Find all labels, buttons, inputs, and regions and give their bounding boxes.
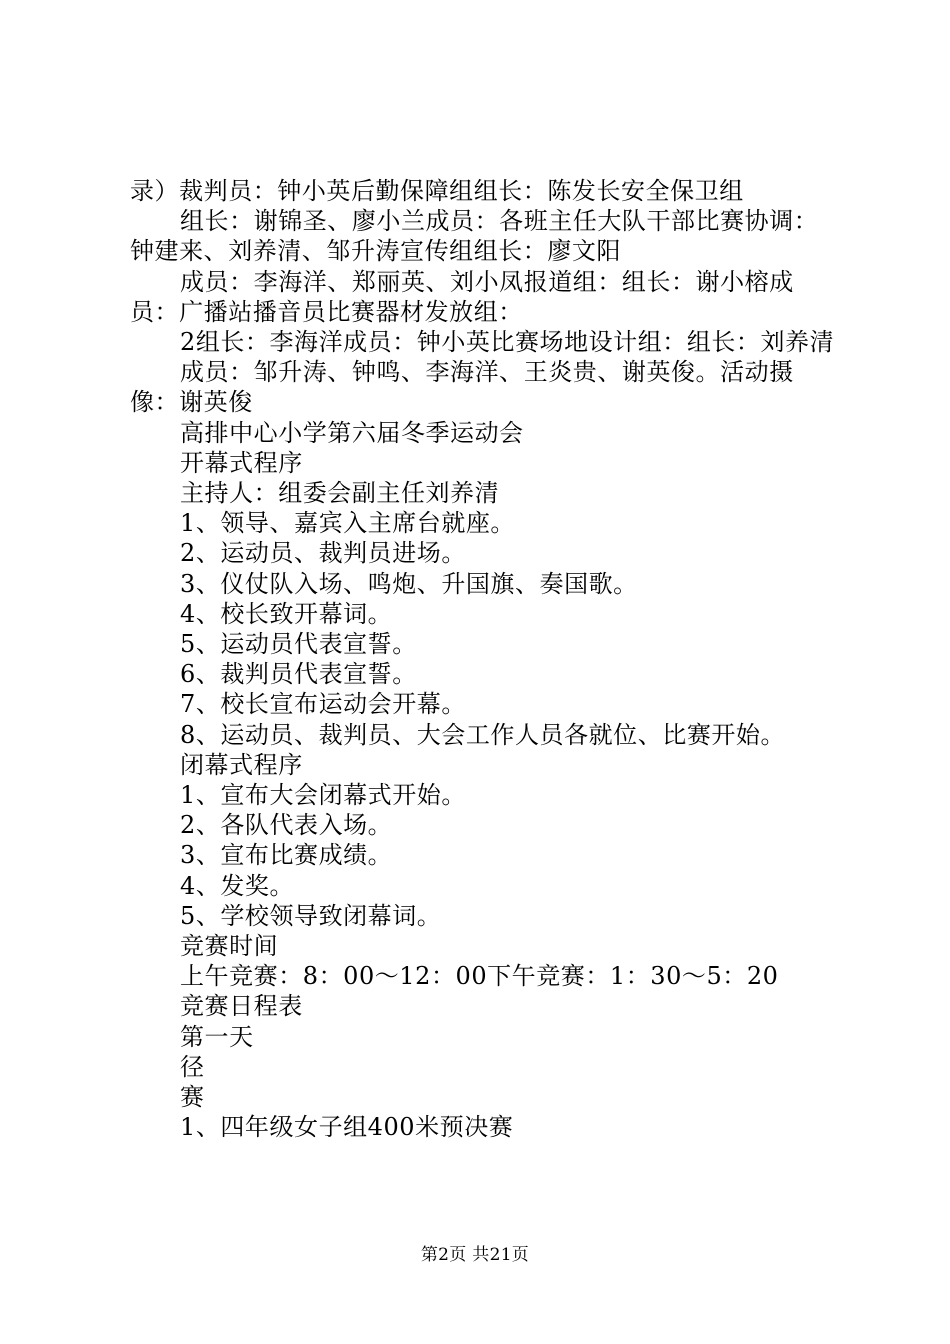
list-item: 2、各队代表入场。 xyxy=(180,811,393,840)
list-item: 1、领导、嘉宾入主席台就座。 xyxy=(180,509,515,538)
host-line: 主持人：组委会副主任刘养清 xyxy=(180,479,500,508)
day-label: 第一天 xyxy=(180,1022,254,1051)
list-item: 5、运动员代表宣誓。 xyxy=(180,630,417,659)
category-label-char-2: 赛 xyxy=(180,1083,205,1112)
list-item: 7、校长宣布运动会开幕。 xyxy=(180,690,466,719)
list-item: 1、宣布大会闭幕式开始。 xyxy=(180,781,466,810)
list-item: 4、校长致开幕词。 xyxy=(180,599,393,628)
paragraph-5: 成员：邹升涛、钟鸣、李海洋、王炎贵、谢英俊。活动摄像：谢英俊 xyxy=(130,358,794,417)
section-heading-time: 竞赛时间 xyxy=(180,932,279,961)
list-item: 3、仪仗队入场、鸣炮、升国旗、奏国歌。 xyxy=(180,569,638,598)
document-body xyxy=(130,176,840,1143)
list-item: 8、运动员、裁判员、大会工作人员各就位、比赛开始。 xyxy=(180,720,786,749)
section-heading-closing: 闭幕式程序 xyxy=(180,750,303,779)
schedule-time-line: 上午竞赛：8：00～12：00下午竞赛：1：30～5：20 xyxy=(180,962,779,991)
paragraph-1: 录）裁判员：钟小英后勤保障组组长：陈发长安全保卫组 xyxy=(130,177,744,205)
paragraph-4: 2组长：李海洋成员：钟小英比赛场地设计组：组长：刘养清 xyxy=(180,328,835,357)
paragraph-2: 组长：谢锦圣、廖小兰成员：各班主任大队干部比赛协调：钟建来、刘养清、邹升涛宣传组组长：廖文阳 xyxy=(130,207,819,266)
page-footer: 第2页 共21页 xyxy=(420,1245,530,1265)
list-item: 4、发奖。 xyxy=(180,871,295,900)
paragraph-3: 成员：李海洋、郑丽英、刘小凤报道组：组长：谢小榕成员：广播站播音员比赛器材发放组： xyxy=(130,267,794,326)
list-item: 5、学校领导致闭幕词。 xyxy=(180,901,442,930)
section-heading-opening: 开幕式程序 xyxy=(180,448,303,477)
event-title: 高排中心小学第六届冬季运动会 xyxy=(180,418,524,447)
list-item: 6、裁判员代表宣誓。 xyxy=(180,660,417,689)
category-label-char-1: 径 xyxy=(180,1052,205,1081)
section-heading-schedule: 竞赛日程表 xyxy=(180,992,303,1021)
list-item: 3、宣布比赛成绩。 xyxy=(180,841,393,870)
list-item: 2、运动员、裁判员进场。 xyxy=(180,539,466,568)
list-item: 1、四年级女子组400米预决赛 xyxy=(180,1113,514,1142)
